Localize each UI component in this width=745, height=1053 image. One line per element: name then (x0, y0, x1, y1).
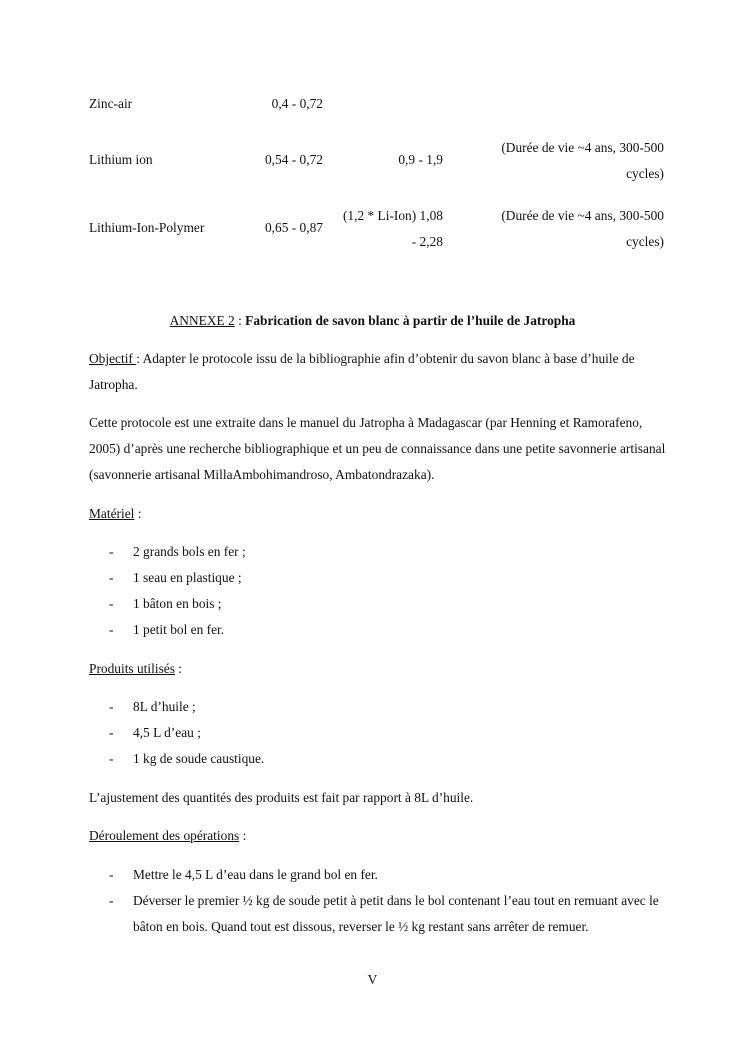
deroulement-list (109, 862, 669, 940)
objectif-text: : Adapter le protocole issu de la bibliographie afin d’obtenir du savon blanc à base d’huile de Jatropha. (89, 351, 635, 392)
battery-range: 0,54 - 0,72 (264, 152, 323, 167)
list-item: - 1 kg de soude caustique. (109, 751, 265, 766)
battery-name: Lithium-Ion-Polymer (89, 220, 205, 235)
battery-value: 0,9 - 1,9 (398, 152, 443, 167)
list-item: - 1 bâton en bois ; (109, 596, 222, 611)
annexe-title: ANNEXE 2 : Fabrication de savon blanc à partir de l’huile de Jatropha (169, 313, 576, 328)
annexe-heading: Fabrication de savon blanc à partir de l’huile de Jatropha (245, 313, 576, 328)
list-item: - 1 seau en plastique ; (109, 570, 242, 585)
page-number: V (367, 972, 378, 987)
materiel-heading: Matériel : (89, 506, 142, 521)
deroulement-heading: Déroulement des opérations : (89, 828, 247, 843)
list-item: - Déverser le premier ½ kg de soude petit à petit dans le bol contenant l’eau tout en remuant avec le bâton en bois. Quand tout est dissous, reverser le ½ kg restant sans arrêter de remuer. (109, 893, 659, 934)
materiel-list (109, 539, 669, 643)
list-item: - 4,5 L d’eau ; (109, 725, 201, 740)
battery-name: Lithium ion (89, 152, 153, 167)
battery-value: (1,2 * Li-Ion) 1,08 - 2,28 (342, 208, 443, 249)
intro-paragraph: Cette protocole est une extraite dans le manuel du Jatropha à Madagascar (par Henning et Ramorafeno, 2005) d’après une recherche bibliographique et un peu de connaissance dans une petite savonnerie artisanal (savonnerie artisanal MillaAmbohimandroso, Ambatondrazaka). (89, 415, 666, 482)
battery-range: 0,65 - 0,87 (264, 220, 323, 235)
ajustement-paragraph: L’ajustement des quantités des produits est fait par rapport à 8L d’huile. (89, 790, 474, 805)
produits-list (109, 694, 669, 772)
objectif-label: Objectif (89, 351, 137, 366)
list-item: - 1 petit bol en fer. (109, 622, 225, 637)
battery-note: (Durée de vie ~4 ans, 300-500 cycles) (501, 140, 664, 181)
battery-note: (Durée de vie ~4 ans, 300-500 cycles) (501, 208, 664, 249)
list-item: - Mettre le 4,5 L d’eau dans le grand bol en fer. (109, 867, 378, 882)
battery-name: Zinc-air (89, 96, 133, 111)
table-row (89, 205, 664, 257)
list-item: - 8L d’huile ; (109, 699, 196, 714)
table-row (89, 138, 664, 190)
objectif-paragraph (89, 346, 669, 398)
produits-heading: Produits utilisés : (89, 661, 183, 676)
battery-range: 0,4 - 0,72 (271, 96, 323, 111)
annexe-label: ANNEXE 2 (169, 313, 235, 328)
list-item: - 2 grands bols en fer ; (109, 544, 246, 559)
